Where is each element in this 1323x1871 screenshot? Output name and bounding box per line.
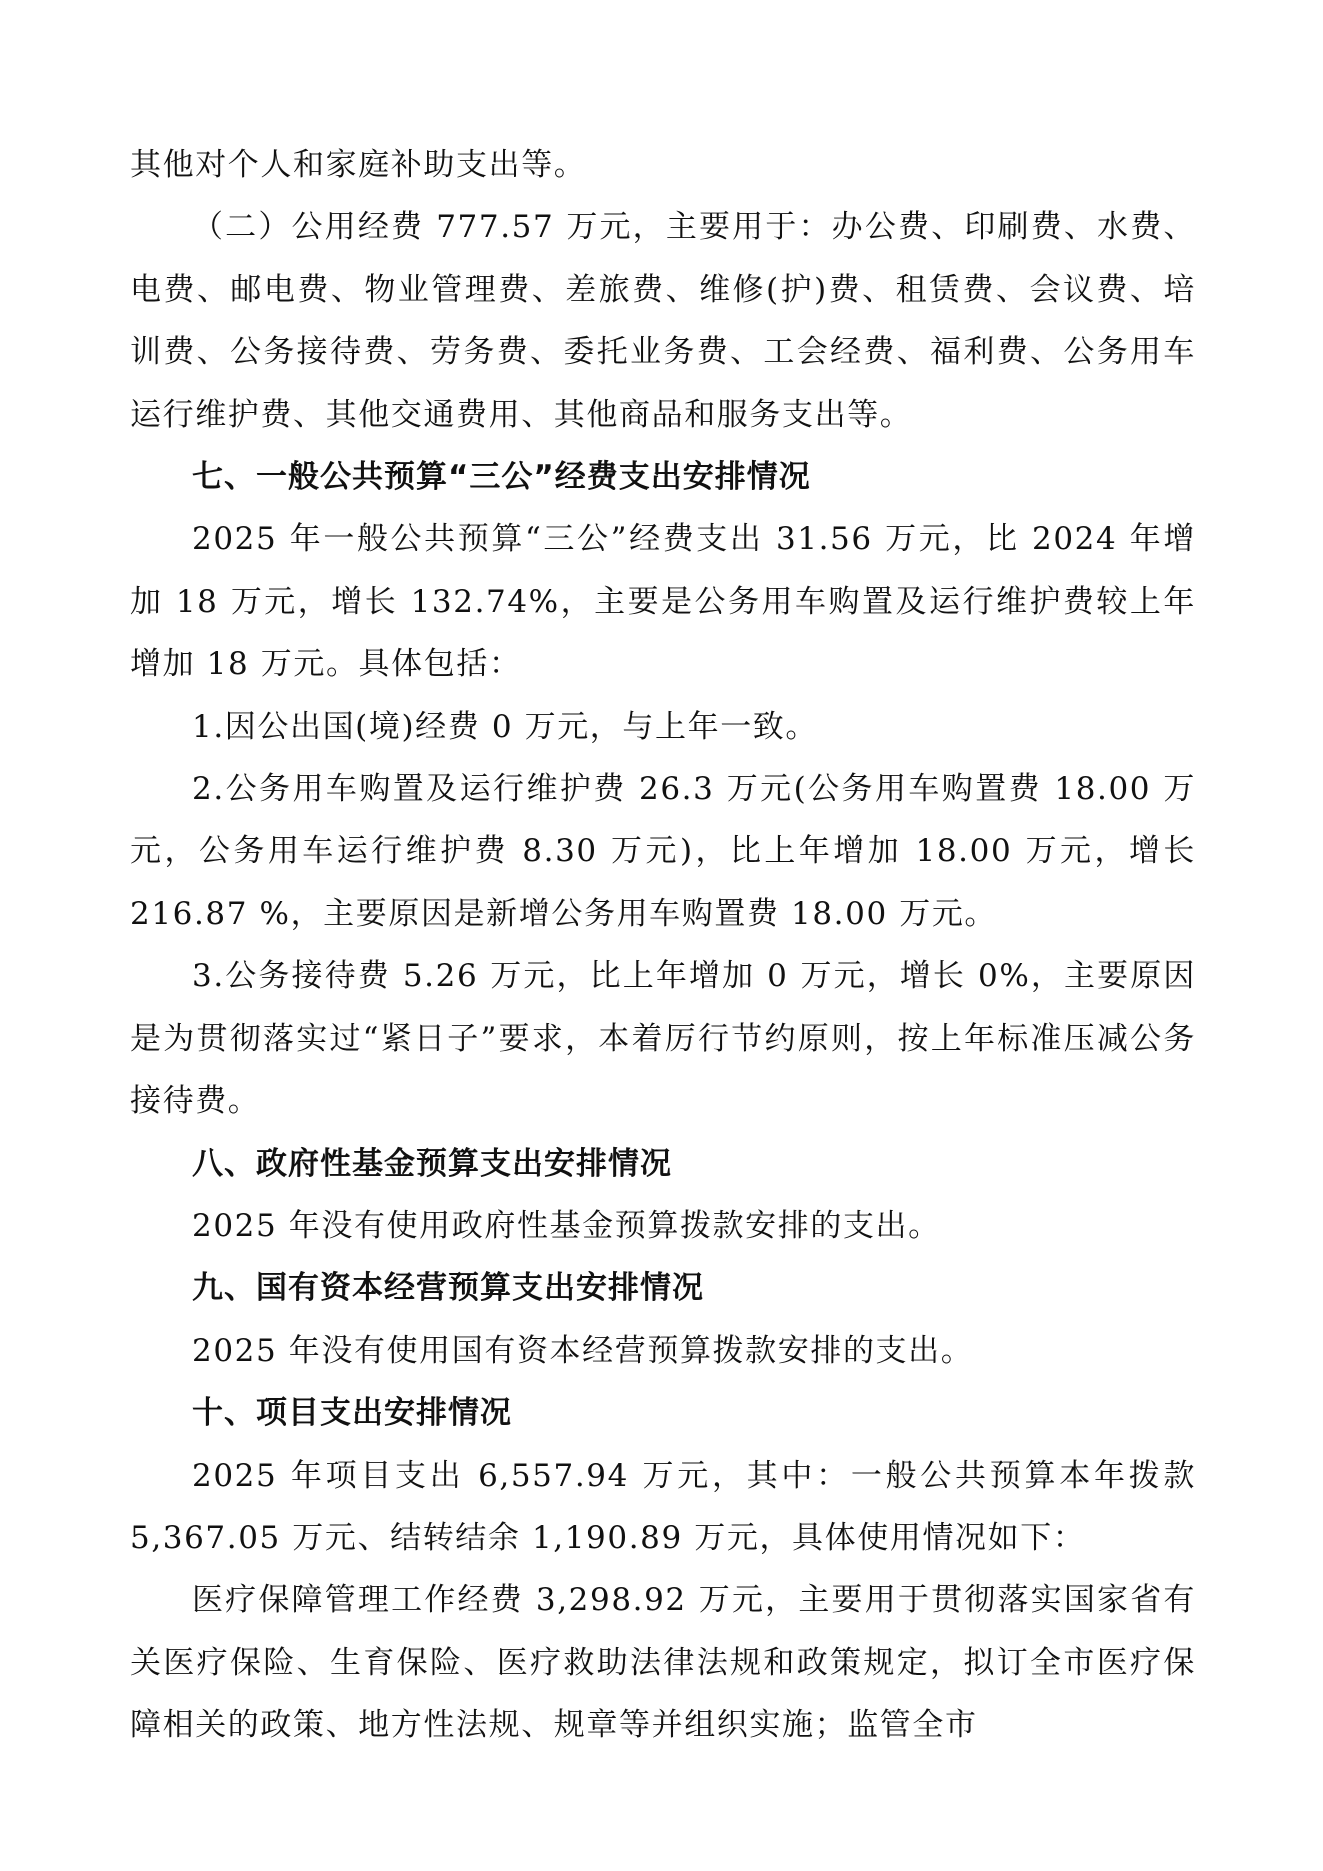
paragraph-state-capital: 2025 年没有使用国有资本经营预算拨款安排的支出。 xyxy=(192,1332,974,1369)
paragraph-public-funds: （二）公用经费 777.57 万元，主要用于：办公费、印刷费、水费、电费、邮电费、物业管理费、差旅费、维修(护)费、租赁费、会议费、培训费、公务接待费、劳务费、委托业务费、工会经费、福利费、公务用车运行维护费、其他交通费用、其他商品和服务支出等。 xyxy=(130,209,1196,433)
paragraph-three-public-total: 2025 年一般公共预算“三公”经费支出 31.56 万元，比 2024 年增加 18 万元，增长 132.74%，主要是公务用车购置及运行维护费较上年增加 18 万元。具体包括： xyxy=(130,521,1196,683)
heading-section-8: 八、政府性基金预算支出安排情况 xyxy=(192,1145,672,1182)
heading-section-9: 九、国有资本经营预算支出安排情况 xyxy=(192,1270,704,1307)
paragraph-personal-subsidy-tail: 其他对个人和家庭补助支出等。 xyxy=(130,147,587,183)
body-text xyxy=(130,134,1196,1757)
paragraph-project-total: 2025 年项目支出 6,557.94 万元，其中：一般公共预算本年拨款 5,367.05 万元、结转结余 1,190.89 万元，具体使用情况如下： xyxy=(130,1457,1196,1556)
heading-section-7: 七、一般公共预算“三公”经费支出安排情况 xyxy=(192,459,811,496)
paragraph-official-reception: 3.公务接待费 5.26 万元，比上年增加 0 万元，增长 0%，主要原因是为贯彻落实过“紧日子”要求，本着厉行节约原则，按上年标准压减公务接待费。 xyxy=(130,958,1196,1120)
paragraph-medical-security-funds: 医疗保障管理工作经费 3,298.92 万元，主要用于贯彻落实国家省有关医疗保险、生育保险、医疗救助法律法规和政策规定，拟订全市医疗保障相关的政策、地方性法规、规章等并组织实施；监管全市 xyxy=(130,1582,1196,1744)
paragraph-overseas-travel: 1.因公出国(境)经费 0 万元，与上年一致。 xyxy=(192,708,818,745)
paragraph-government-fund: 2025 年没有使用政府性基金预算拨款安排的支出。 xyxy=(192,1207,941,1244)
paragraph-official-vehicles: 2.公务用车购置及运行维护费 26.3 万元(公务用车购置费 18.00 万元，公务用车运行维护费 8.30 万元)，比上年增加 18.00 万元，增长 216.87 %，主要原因是新增公务用车购置费 18.00 万元。 xyxy=(130,771,1196,932)
heading-section-10: 十、项目支出安排情况 xyxy=(192,1395,512,1432)
